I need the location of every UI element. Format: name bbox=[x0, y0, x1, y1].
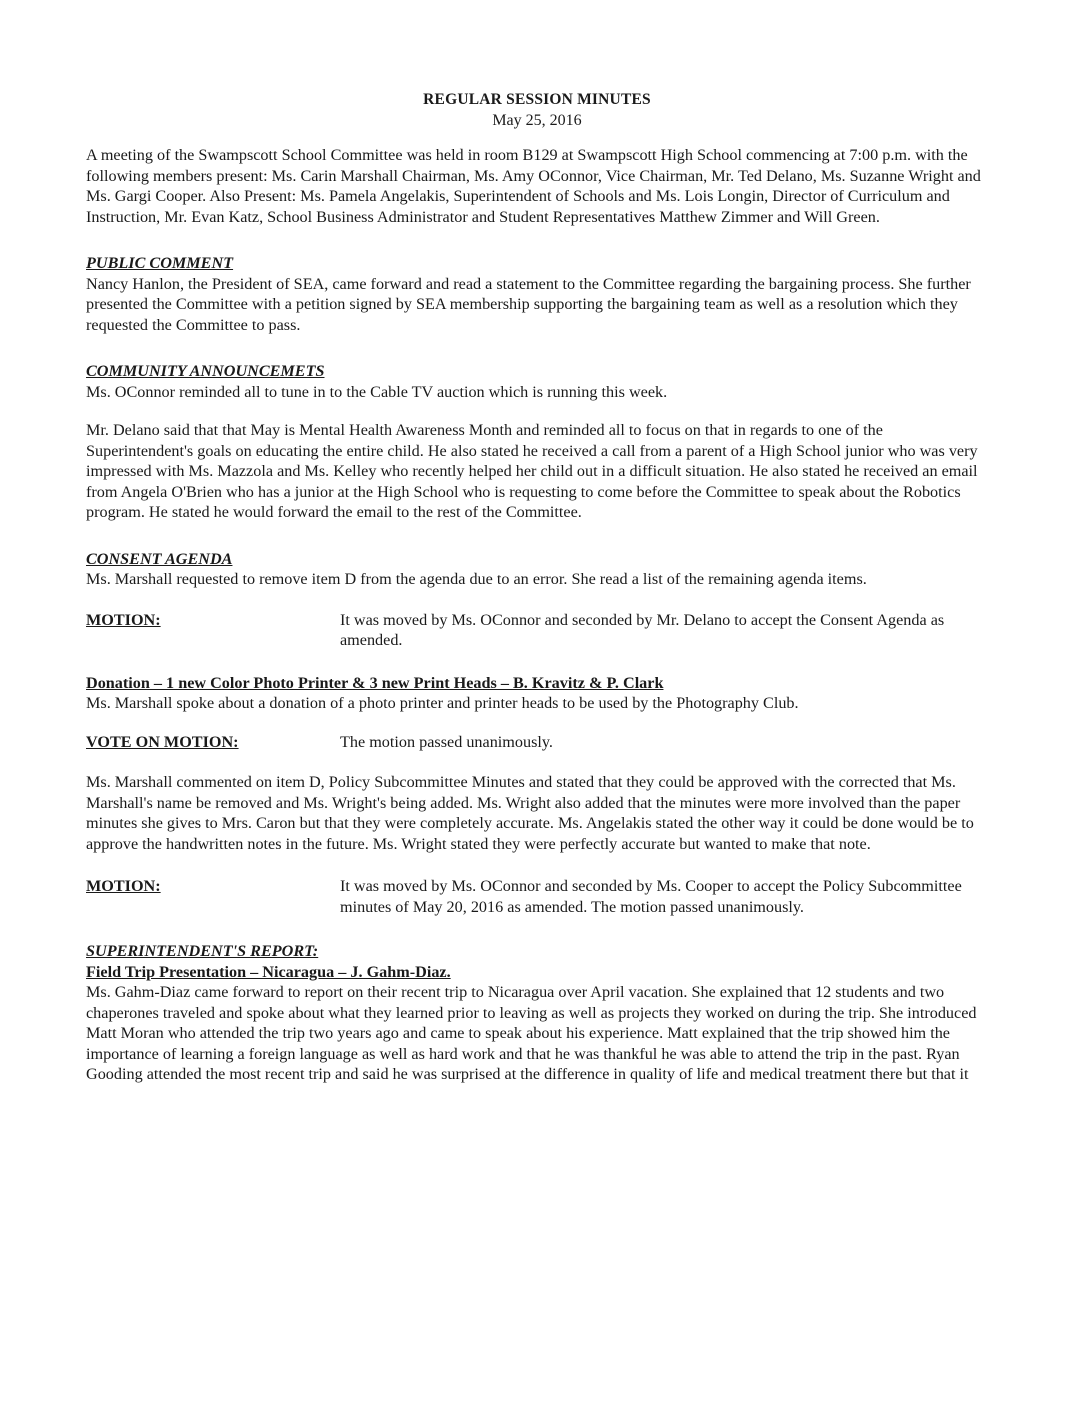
consent-heading: CONSENT AGENDA bbox=[86, 549, 233, 568]
title-block bbox=[86, 90, 988, 131]
field-trip-text: Ms. Gahm-Diaz came forward to report on their recent trip to Nicaragua over April vacation. She explained that 12 students and two chaperones traveled and spoke about what they learned prior to leaving as well as projects they worked on during the trip. She introduced Matt Moran who attended the trip two years ago and came to speak about his experience. Matt explained that the trip showed him the importance of learning a foreign language as well as hard work and that he was thankful he was able to attend the trip in the past. Ryan Gooding attended the most recent trip and said he was surprised at the difference in quality of life and medical treatment there but that it bbox=[86, 983, 977, 1083]
donation-heading: Donation – 1 new Color Photo Printer & 3 new Print Heads – B. Kravitz & P. Clark bbox=[86, 673, 664, 692]
document-title: REGULAR SESSION MINUTES bbox=[423, 91, 651, 108]
vote-text: The motion passed unanimously. bbox=[340, 732, 553, 751]
motion-2-text: It was moved by Ms. OConnor and seconded by Ms. Cooper to accept the Policy Subcommittee minutes of May 20, 2016 as amended. The motion passed unanimously. bbox=[340, 877, 962, 916]
consent-section bbox=[86, 549, 988, 918]
superintendent-heading: SUPERINTENDENT'S REPORT: bbox=[86, 942, 319, 960]
community-paragraph-2: Mr. Delano said that that May is Mental Health Awareness Month and reminded all to focus on that in regards to one of the Superintendent's goals on educating the entire child. He also stated he received a call from a parent of a High School junior who was very impressed with Ms. Mazzola and Ms. Kelley who recently helped her child out in a difficult situation. He also stated he received an email from Angela O'Brien who has a junior at the High School who is requesting to come before the Committee to speak about the Robotics program. He stated he would forward the email to the rest of the Committee. bbox=[86, 421, 978, 521]
vote-label: VOTE ON MOTION: bbox=[86, 732, 239, 751]
document-date: May 25, 2016 bbox=[492, 111, 582, 129]
motion-2 bbox=[86, 876, 988, 917]
motion-1-label: MOTION: bbox=[86, 610, 161, 629]
policy-paragraph: Ms. Marshall commented on item D, Policy Subcommittee Minutes and stated that they could be approved with the corrected that Ms. Marshall's name be removed and Ms. Wright's being added. Ms. Wright also added that the minutes were more involved than the paper minutes she gives to Mrs. Caron but that they were completely accurate. Ms. Angelakis stated the other way it could be done would be to approve the handwritten notes in the future. Ms. Wright stated they were perfectly accurate but wanted to make that note. bbox=[86, 773, 974, 853]
intro-paragraph: A meeting of the Swampscott School Committee was held in room B129 at Swampscott High School commencing at 7:00 p.m. with the following members present: Ms. Carin Marshall Chairman, Ms. Amy OConnor, Vice Chairman, Mr. Ted Delano, Ms. Suzanne Wright and Ms. Gargi Cooper. Also Present: Ms. Pamela Angelakis, Superintendent of Schools and Ms. Lois Longin, Director of Curriculum and Instruction, Mr. Evan Katz, School Business Administrator and Student Representatives Matthew Zimmer and Will Green. bbox=[86, 146, 981, 226]
motion-2-label: MOTION: bbox=[86, 877, 161, 895]
vote-on-motion bbox=[86, 732, 988, 753]
superintendent-section bbox=[86, 941, 988, 1085]
public-comment-heading: PUBLIC COMMENT bbox=[86, 254, 234, 272]
public-comment-text: Nancy Hanlon, the President of SEA, came forward and read a statement to the Committee regarding the bargaining process. She further presented the Committee with a petition signed by SEA membership supporting the bargaining team as well as a resolution which they requested the Committee to pass. bbox=[86, 274, 971, 334]
community-paragraph-1: Ms. OConnor reminded all to tune in to the Cable TV auction which is running this week. bbox=[86, 382, 668, 401]
motion-1 bbox=[86, 610, 988, 651]
field-trip-heading: Field Trip Presentation – Nicaragua – J. Gahm-Diaz. bbox=[86, 962, 451, 981]
community-section bbox=[86, 361, 988, 523]
community-heading: COMMUNITY ANNOUNCEMETS bbox=[86, 362, 325, 380]
consent-text: Ms. Marshall requested to remove item D from the agenda due to an error. She read a list of the remaining agenda items. bbox=[86, 570, 867, 588]
public-comment-section bbox=[86, 253, 988, 335]
motion-1-text: It was moved by Ms. OConnor and seconded by Mr. Delano to accept the Consent Agenda as amended. bbox=[340, 610, 945, 649]
donation-text: Ms. Marshall spoke about a donation of a photo printer and printer heads to be used by the Photography Club. bbox=[86, 694, 799, 712]
